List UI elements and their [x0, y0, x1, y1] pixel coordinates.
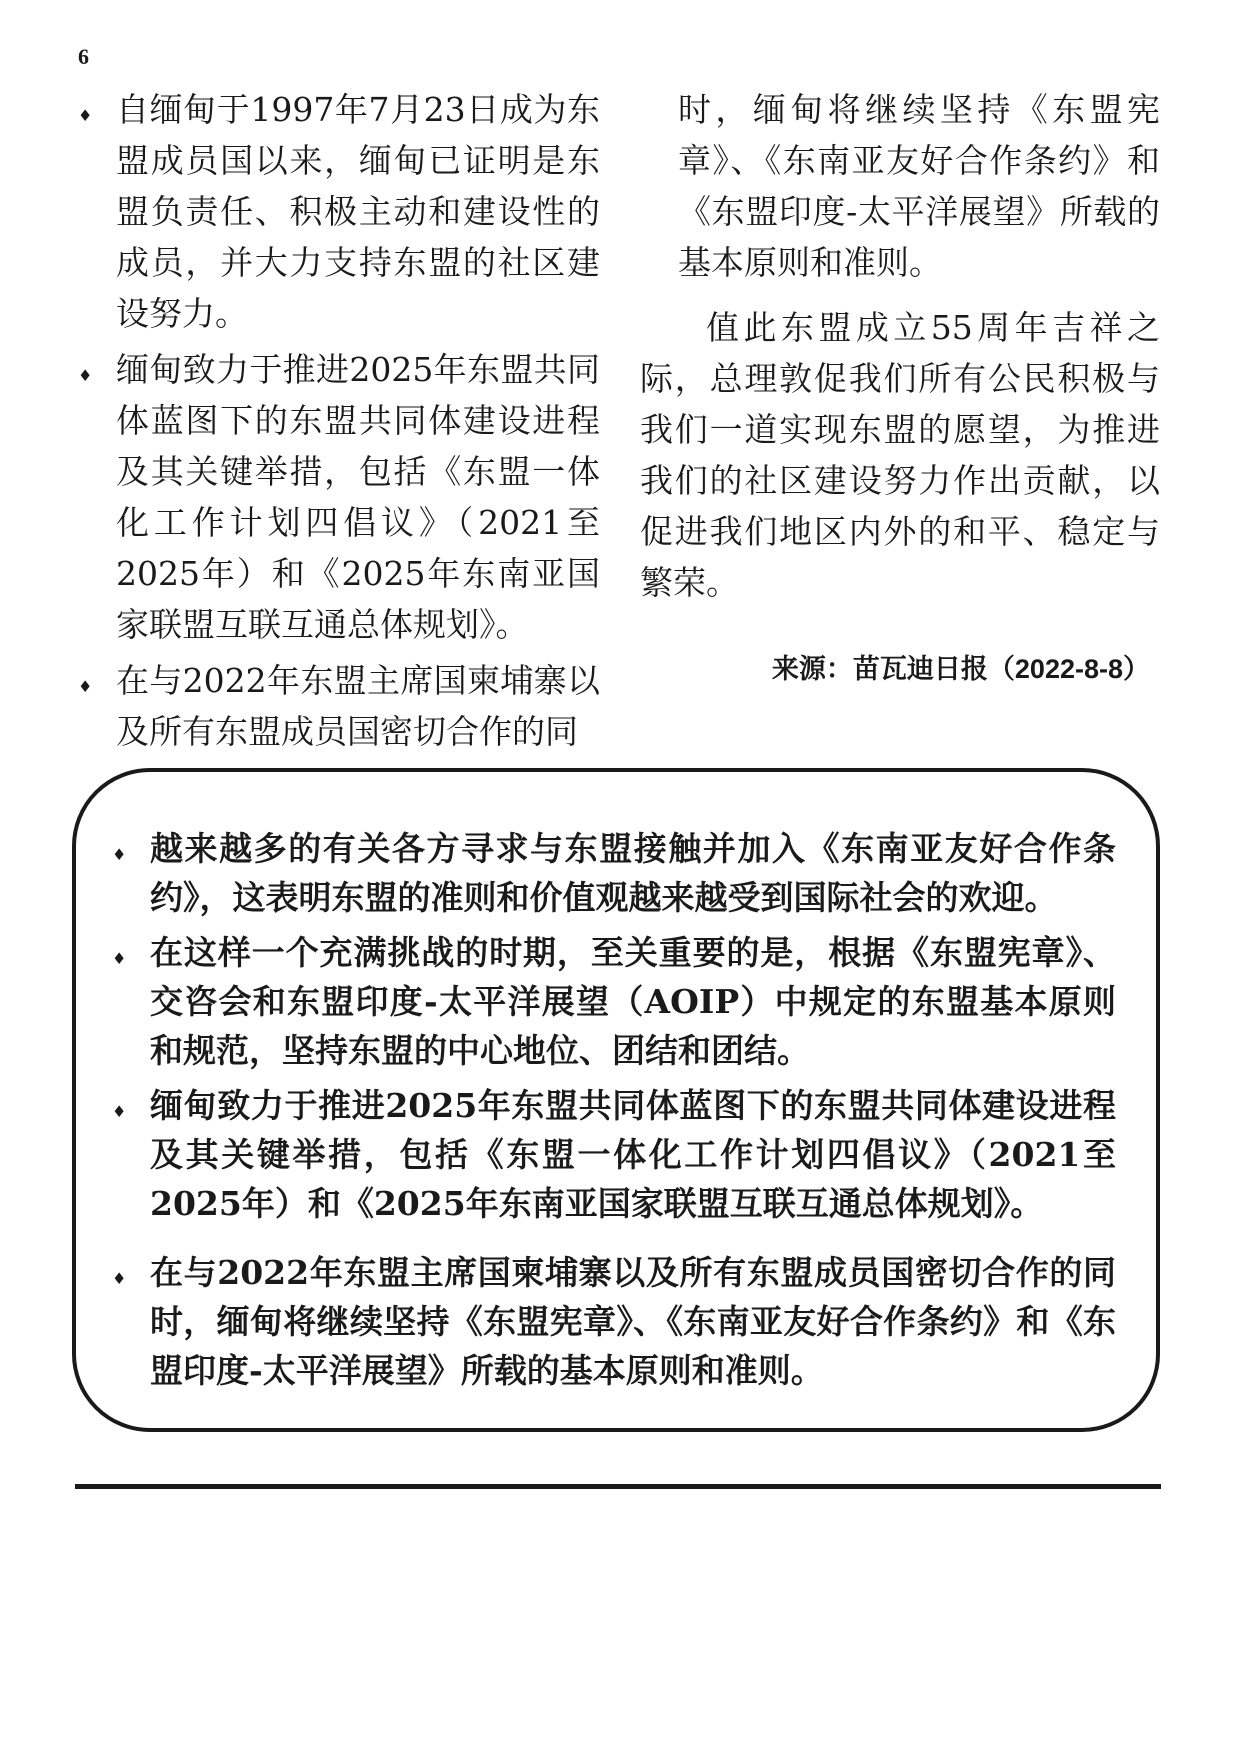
list-item	[112, 824, 1116, 922]
list-item	[112, 1081, 1116, 1228]
list-item-text: 在这样一个充满挑战的时期，至关重要的是，根据《东盟宪章》、交咨会和东盟印度-太平洋展望（AOIP）中规定的东盟基本原则和规范，坚持东盟的中心地位、团结和团结。	[150, 933, 1116, 1070]
left-bullet-list	[78, 84, 600, 757]
list-item-text: 缅甸致力于推进2025年东盟共同体蓝图下的东盟共同体建设进程及其关键举措，包括《东盟一体化工作计划四倡议》（2021至2025年）和《2025年东南亚国家联盟互联互通总体规划》。	[116, 350, 600, 644]
page-divider	[75, 1484, 1161, 1489]
diamond-bullet-icon: ♦	[78, 677, 93, 696]
summary-bullet-list	[112, 824, 1116, 1395]
list-item	[78, 84, 600, 339]
body-paragraph: 值此东盟成立55周年吉祥之际，总理敦促我们所有公民积极与我们一道实现东盟的愿望，为推进我们的社区建设努力作出贡献，以促进我们地区内外的和平、稳定与繁荣。	[640, 308, 1160, 602]
summary-box	[72, 768, 1160, 1432]
list-item-text: 越来越多的有关各方寻求与东盟接触并加入《东南亚友好合作条约》，这表明东盟的准则和价值观越来越受到国际社会的欢迎。	[150, 829, 1116, 917]
list-item	[78, 655, 600, 757]
diamond-bullet-icon: ♦	[78, 106, 93, 125]
list-item-text: 在与2022年东盟主席国柬埔寨以及所有东盟成员国密切合作的同时，缅甸将继续坚持《东盟宪章》、《东南亚友好合作条约》和《东盟印度-太平洋展望》所载的基本原则和准则。	[150, 1253, 1116, 1390]
list-item	[112, 1248, 1116, 1395]
diamond-bullet-icon: ♦	[112, 949, 127, 968]
diamond-bullet-icon: ♦	[112, 1102, 127, 1121]
page-number: 6	[78, 44, 89, 69]
list-item-text: 在与2022年东盟主席国柬埔寨以及所有东盟成员国密切合作的同	[116, 661, 600, 751]
left-column	[78, 84, 600, 762]
diamond-bullet-icon: ♦	[78, 366, 93, 385]
bullet-continuation: 时，缅甸将继续坚持《东盟宪章》、《东南亚友好合作条约》和《东盟印度-太平洋展望》所载的基本原则和准则。	[678, 90, 1160, 282]
diamond-bullet-icon: ♦	[112, 845, 127, 864]
list-item-text: 自缅甸于1997年7月23日成为东盟成员国以来，缅甸已证明是东盟负责任、积极主动和建设性的成员，并大力支持东盟的社区建设努力。	[116, 90, 600, 333]
list-item	[78, 344, 600, 650]
diamond-bullet-icon: ♦	[112, 1269, 127, 1288]
list-item	[112, 928, 1116, 1075]
list-item-text: 缅甸致力于推进2025年东盟共同体蓝图下的东盟共同体建设进程及其关键举措，包括《东盟一体化工作计划四倡议》（2021至2025年）和《2025年东南亚国家联盟互联互通总体规划》。	[150, 1086, 1116, 1223]
right-column	[640, 84, 1160, 695]
source-citation: 来源：苗瓦迪日报（2022-8-8）	[771, 654, 1150, 684]
